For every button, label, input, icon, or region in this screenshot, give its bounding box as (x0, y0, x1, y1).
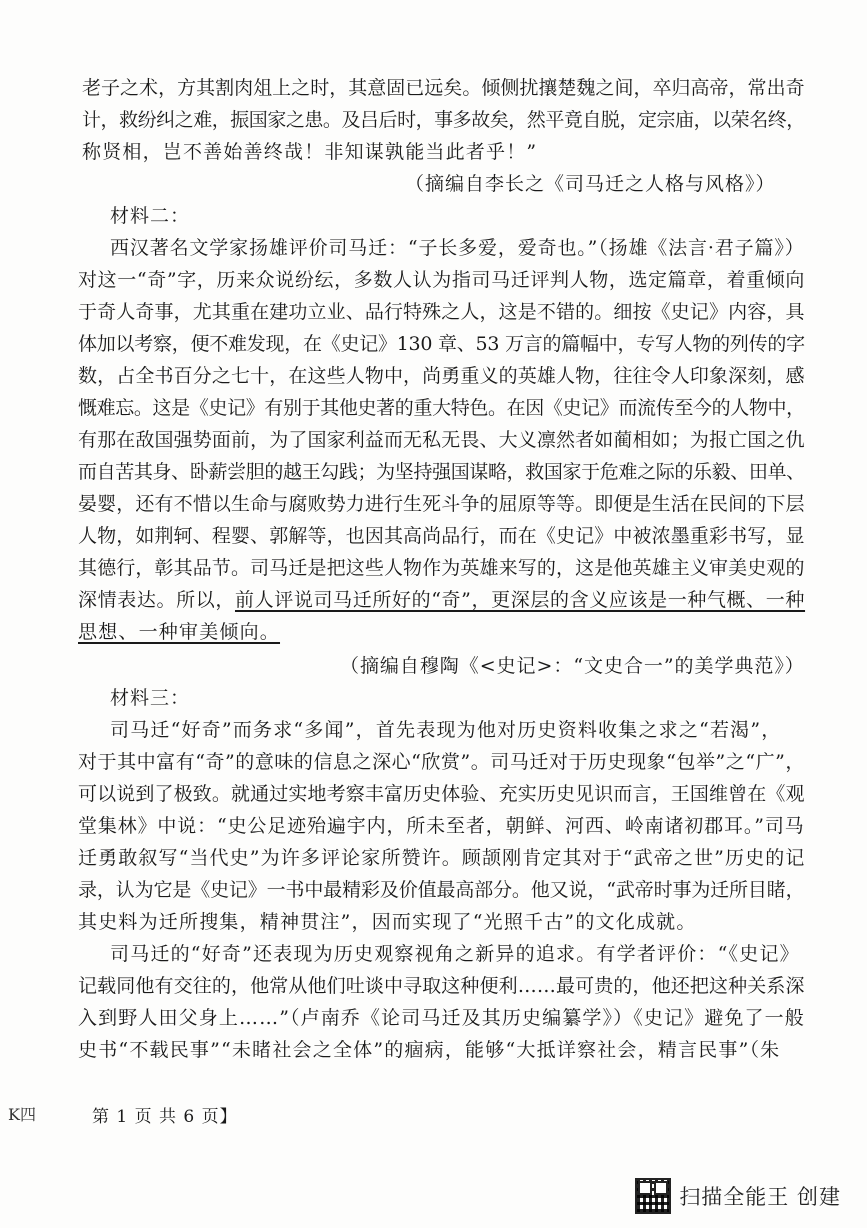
qr-code-icon (635, 1178, 671, 1214)
paragraph-line: 于奇人奇事，尤其重在建功立业、品行特殊之人，这是不错的。细按《史记》内容，具 (78, 301, 805, 323)
paragraph-line: 录，认为它是《史记》一书中最精彩及价值最高部分。他又说，“武帝时事为迁所目睹， (78, 879, 805, 901)
paragraph-line: 记载同他有交往的，他常从他们吐谈中寻取这种便利……最可贵的，他还把这种关系深 (78, 975, 805, 997)
paragraph-line: 司马迁“好奇”而务求“多闻”，首先表现为他对历史资料收集之求之“若渴”， (110, 719, 782, 741)
paragraph-line: 数，占全书百分之七十，在这些人物中，尚勇重义的英雄人物，往往令人印象深刻，感 (78, 365, 805, 387)
paragraph-line: 计，救纷纠之难，振国家之患。及吕后时，事多故矣，然平竟自脱，定宗庙，以荣名终， (82, 109, 805, 131)
paragraph-line: 入到野人田父身上……”（卢南乔《论司马迁及其历史编纂学》）《史记》避免了一般 (78, 1007, 805, 1029)
source-citation: （摘编自穆陶《<史记>：“文史合一”的美学典范》） (340, 655, 805, 677)
paragraph-line (78, 588, 805, 612)
paragraph-line: 西汉著名文学家扬雄评价司马迁：“子长多爱，爱奇也。”（扬雄《法言·君子篇》） (110, 237, 805, 259)
paragraph-line: 其德行，彰其品节。司马迁是把这些人物作为英雄来写的，这是他英雄主义审美史观的 (78, 557, 805, 579)
scanner-watermark (635, 1178, 841, 1214)
paragraph-line: 史书“不载民事”“未睹社会之全体”的痼病，能够“大抵详察社会，精言民事”（朱 (78, 1039, 781, 1061)
paragraph-line: 而自苦其身、卧薪尝胆的越王勾践；为坚持强国谋略，救国家于危难之际的乐毅、田单、 (78, 461, 805, 483)
underlined-text: 前人评说司马迁所好的“奇”，更深层的含义应该是一种气概、一种 (234, 589, 806, 611)
paragraph-line: 体加以考察，便不难发现，在《史记》130 章、53 万言的篇幅中，专写人物的列传的字 (78, 333, 805, 355)
paragraph-line: 对于其中富有“奇”的意味的信息之深心“欣赏”。司马迁对于历史现象“包举”之“广”， (78, 751, 805, 773)
paragraph-line (78, 620, 280, 644)
paragraph-line: 慨难忘。这是《史记》有别于其他史著的重大特色。在因《史记》而流传至今的人物中， (78, 397, 805, 419)
paragraph-line: 堂集林》中说：“史公足迹殆遍宇内，所未至者，朝鲜、河西、岭南诸初郡耳。”司马 (78, 815, 805, 837)
paragraph-line: 晏婴，还有不惜以生命与腐败势力进行生死斗争的屈原等等。即便是生活在民间的下层 (78, 493, 805, 515)
paragraph-line: 其史料为迁所搜集，精神贯注”，因而实现了“光照千古”的文化成就。 (78, 911, 697, 933)
paragraph-line: 有那在敌国强势面前，为了国家利益而无私无畏、大义凛然者如蔺相如；为报亡国之仇 (78, 429, 805, 451)
source-citation: （摘编自李长之《司马迁之人格与风格》） (405, 173, 776, 195)
plain-text: 深情表达。所以， (78, 589, 235, 611)
underlined-text: 思想、一种审美倾向。 (78, 621, 281, 643)
corner-mark: K四 (8, 1105, 36, 1124)
section-heading: 材料三： (110, 687, 191, 709)
page-number: 第 1 页 共 6 页】 (92, 1107, 238, 1127)
paragraph-line: 司马迁的“好奇”还表现为历史观察视角之新异的追求。有学者评价：“《史记》 (110, 943, 800, 965)
paragraph-line: 称贤相，岂不善始善终哉！非知谋孰能当此者乎！” (82, 141, 538, 163)
section-heading: 材料二： (110, 205, 191, 227)
paragraph-line: 人物，如荆轲、程婴、郭解等，也因其高尚品行，而在《史记》中被浓墨重彩书写，显 (78, 525, 805, 547)
watermark-text: 扫描全能王 创建 (679, 1185, 841, 1209)
paragraph-line: 迁勇敢叙写“当代史”为许多评论家所赞许。顾颉刚肯定其对于“武帝之世”历史的记 (78, 847, 806, 869)
paragraph-line: 老子之术，方其割肉俎上之时，其意固已远矣。倾侧扰攘楚魏之间，卒归高帝，常出奇 (82, 77, 805, 99)
paragraph-line: 可以说到了极致。就通过实地考察丰富历史体验、充实历史见识而言，王国维曾在《观 (78, 783, 805, 805)
paragraph-line: 对这一“奇”字，历来众说纷纭，多数人认为指司马迁评判人物，选定篇章，着重倾向 (78, 269, 806, 291)
